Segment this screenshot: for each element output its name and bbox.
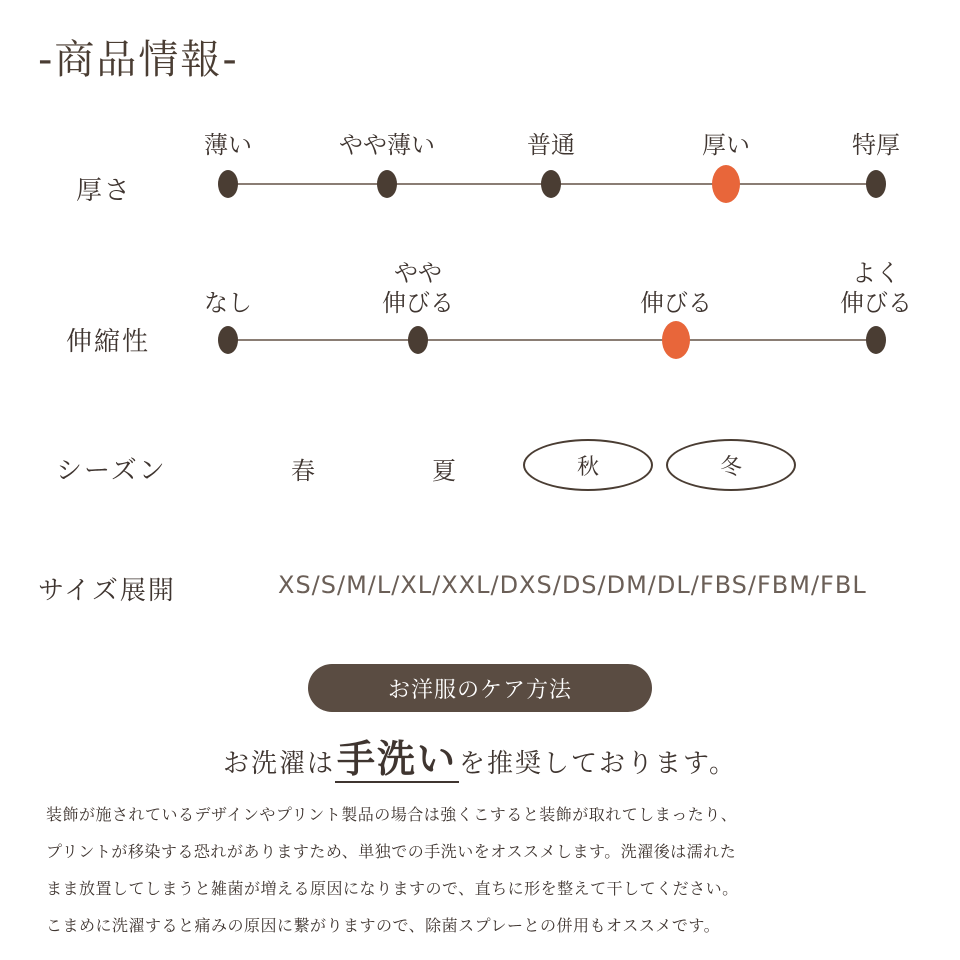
stretch-level-dot-selected	[662, 321, 690, 359]
care-paragraph-line: プリントが移染する恐れがありますため、単独での手洗いをオススメします。洗濯後は濡れた	[46, 842, 737, 861]
thickness-level-label: やや薄い	[339, 131, 435, 159]
thickness-level-dot	[218, 170, 238, 198]
sizes-value: XS/S/M/L/XL/XXL/DXS/DS/DM/DL/FBS/FBM/FBL	[278, 571, 867, 599]
season-item-selected: 冬	[666, 439, 796, 491]
care-paragraph-line: まま放置してしまうと雑菌が増える原因になりますので、直ちに形を整えて干してください。	[46, 879, 739, 898]
wash-emphasis: 手洗い	[337, 737, 458, 781]
thickness-level-dot-selected	[712, 165, 740, 203]
thickness-level-dot	[866, 170, 886, 198]
wash-prefix: お洗濯は	[223, 749, 336, 779]
thickness-level-dot	[541, 170, 561, 198]
stretch-scale-line	[228, 339, 876, 341]
season-label: シーズン	[56, 456, 167, 486]
stretch-level-label: よく 伸びる	[840, 259, 912, 317]
stretch-level-dot	[866, 326, 886, 354]
care-paragraph-line: こまめに洗濯すると痛みの原因に繋がりますので、除菌スプレーとの併用もオススメです。	[46, 916, 721, 935]
page-title: -商品情報-	[38, 37, 239, 83]
thickness-level-label: 薄い	[204, 131, 252, 159]
stretch-level-label: なし	[204, 289, 252, 317]
season-item-selected: 秋	[523, 439, 653, 491]
thickness-level-label: 厚い	[702, 131, 750, 159]
season-item: 夏	[432, 457, 456, 485]
wash-suffix: を推奨しております。	[459, 749, 737, 779]
thickness-label: 厚さ	[76, 176, 133, 206]
season-item: 春	[291, 457, 315, 485]
sizes-label: サイズ展開	[38, 576, 176, 606]
thickness-level-label: 普通	[527, 131, 575, 159]
care-paragraph	[46, 796, 926, 944]
wash-recommendation	[0, 728, 960, 783]
care-method-banner: お洋服のケア方法	[308, 664, 652, 712]
thickness-level-dot	[377, 170, 397, 198]
stretch-level-label: 伸びる	[640, 289, 712, 317]
stretch-level-dot	[218, 326, 238, 354]
stretch-label: 伸縮性	[66, 327, 151, 357]
stretch-level-dot	[408, 326, 428, 354]
stretch-level-label: やや 伸びる	[382, 259, 454, 317]
thickness-level-label: 特厚	[852, 131, 900, 159]
care-paragraph-line: 装飾が施されているデザインやプリント製品の場合は強くこすると装飾が取れてしまったり、	[46, 805, 738, 824]
